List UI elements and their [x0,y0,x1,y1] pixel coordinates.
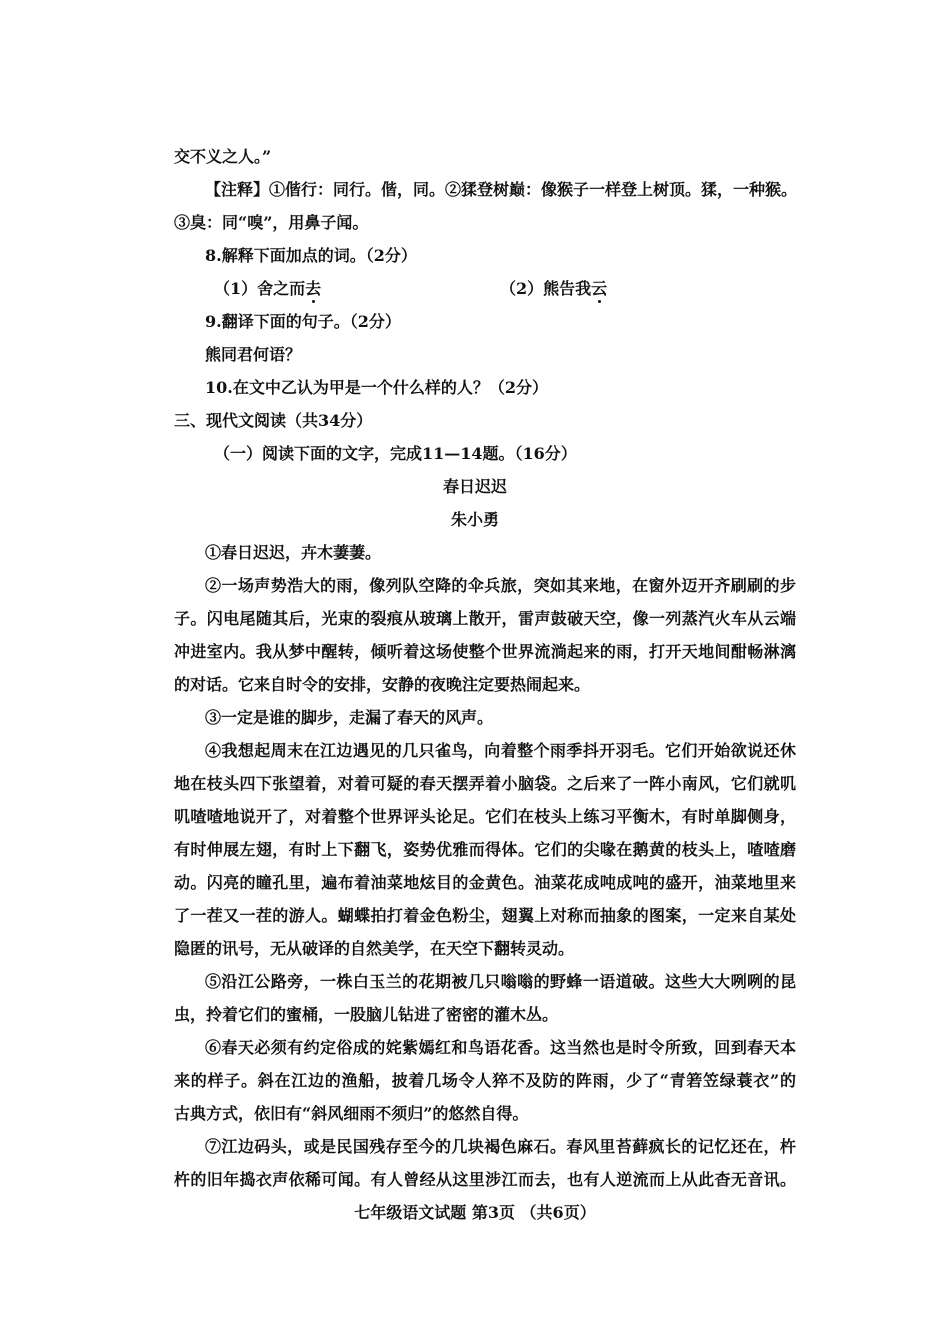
passage-closing-line: 交不义之人。” [174,147,272,166]
article-line: 子。闪电尾随其后，光束的裂痕从玻璃上散开，雷声鼓破天空，像一列蒸汽火车从云端 [174,609,796,628]
question-10: 10.在文中乙认为甲是一个什么样的人？（2分） [205,378,548,397]
dotted-word-2: 云 [591,279,608,298]
article-line: ⑥春天必须有约定俗成的姹紫嫣红和鸟语花香。这当然也是时令所致，回到春天本 [205,1038,796,1057]
article-line: 冲进室内。我从梦中醒转，倾听着这场使整个世界流淌起来的雨，打开天地间酣畅淋漓 [174,642,796,661]
article-line: ③一定是谁的脚步，走漏了春天的风声。 [205,708,494,727]
annotation-line-1: 【注释】①偕行：同行。偕，同。②猱登树巅：像猴子一样登上树顶。猱，一种猴。 [205,180,798,199]
article-line: 地在枝头四下张望着，对着可疑的春天摆弄着小脑袋。之后来了一阵小南风，它们就叽 [174,774,796,793]
article-author: 朱小勇 [450,510,499,529]
question-8-item-1: （1）舍之而去 [214,279,322,298]
article-line: ⑤沿江公路旁，一株白玉兰的花期被几只嗡嗡的野蜂一语道破。这些大大咧咧的昆 [205,972,796,991]
question-8-items [214,278,814,300]
article-line: 古典方式，依旧有“斜风细雨不须归”的悠然自得。 [174,1104,529,1123]
page-footer: 七年级语文试题 第3页 （共6页） [354,1203,596,1222]
article-line: 虫，拎着它们的蜜桶，一股脑儿钻进了密密的灌木丛。 [174,1005,559,1024]
article-title: 春日迟迟 [442,477,507,496]
article-line: ⑦江边码头，或是民国残存至今的几块褐色麻石。春风里苔藓疯长的记忆还在，杵 [205,1137,796,1156]
article-line: ②一场声势浩大的雨，像列队空降的伞兵旅，突如其来地，在窗外迈开齐刷刷的步 [205,576,796,595]
article-line: 杵的旧年捣衣声依稀可闻。有人曾经从这里涉江而去，也有人逆流而上从此杳无音讯。 [174,1170,796,1189]
dotted-word-1: 去 [305,279,322,298]
question-8-item-2: （2）熊告我云 [500,279,608,298]
annotation-line-2: ③臭：同“嗅”，用鼻子闻。 [174,213,369,232]
article-line: 的对话。它来自时令的安排，安静的夜晚注定要热闹起来。 [174,675,591,694]
question-9: 9.翻译下面的句子。（2分） [205,312,401,331]
article-line: 隐匿的讯号，无从破译的自然美学，在天空下翻转灵动。 [174,939,575,958]
question-9-sentence: 熊同君何语？ [205,345,302,364]
section-3-heading: 三、现代文阅读（共34分） [174,411,373,430]
article-line: 动。闪亮的瞳孔里，遍布着油菜地炫目的金黄色。油菜花成吨成吨的盛开，油菜地里来 [174,873,796,892]
article-line: ①春日迟迟，卉木萋萋。 [205,543,382,562]
question-8: 8.解释下面加点的词。（2分） [205,246,417,265]
article-line: 有时伸展左翅，有时上下翻飞，姿势优雅而得体。它们的尖喙在鹅黄的枝头上，喳喳磨 [174,840,796,859]
section-3-subheading: （一）阅读下面的文字，完成11—14题。（16分） [214,444,577,463]
article-line: ④我想起周末在江边遇见的几只雀鸟，向着整个雨季抖开羽毛。它们开始欲说还休 [205,741,796,760]
article-line: 叽喳喳地说开了，对着整个世界评头论足。它们在枝头上练习平衡木，有时单脚侧身， [174,807,796,826]
article-line: 来的样子。斜在江边的渔船，披着几场令人猝不及防的阵雨，少了“青箬笠绿蓑衣”的 [174,1071,796,1090]
article-line: 了一茬又一茬的游人。蝴蝶拍打着金色粉尘，翅翼上对称而抽象的图案，一定来自某处 [174,906,796,925]
